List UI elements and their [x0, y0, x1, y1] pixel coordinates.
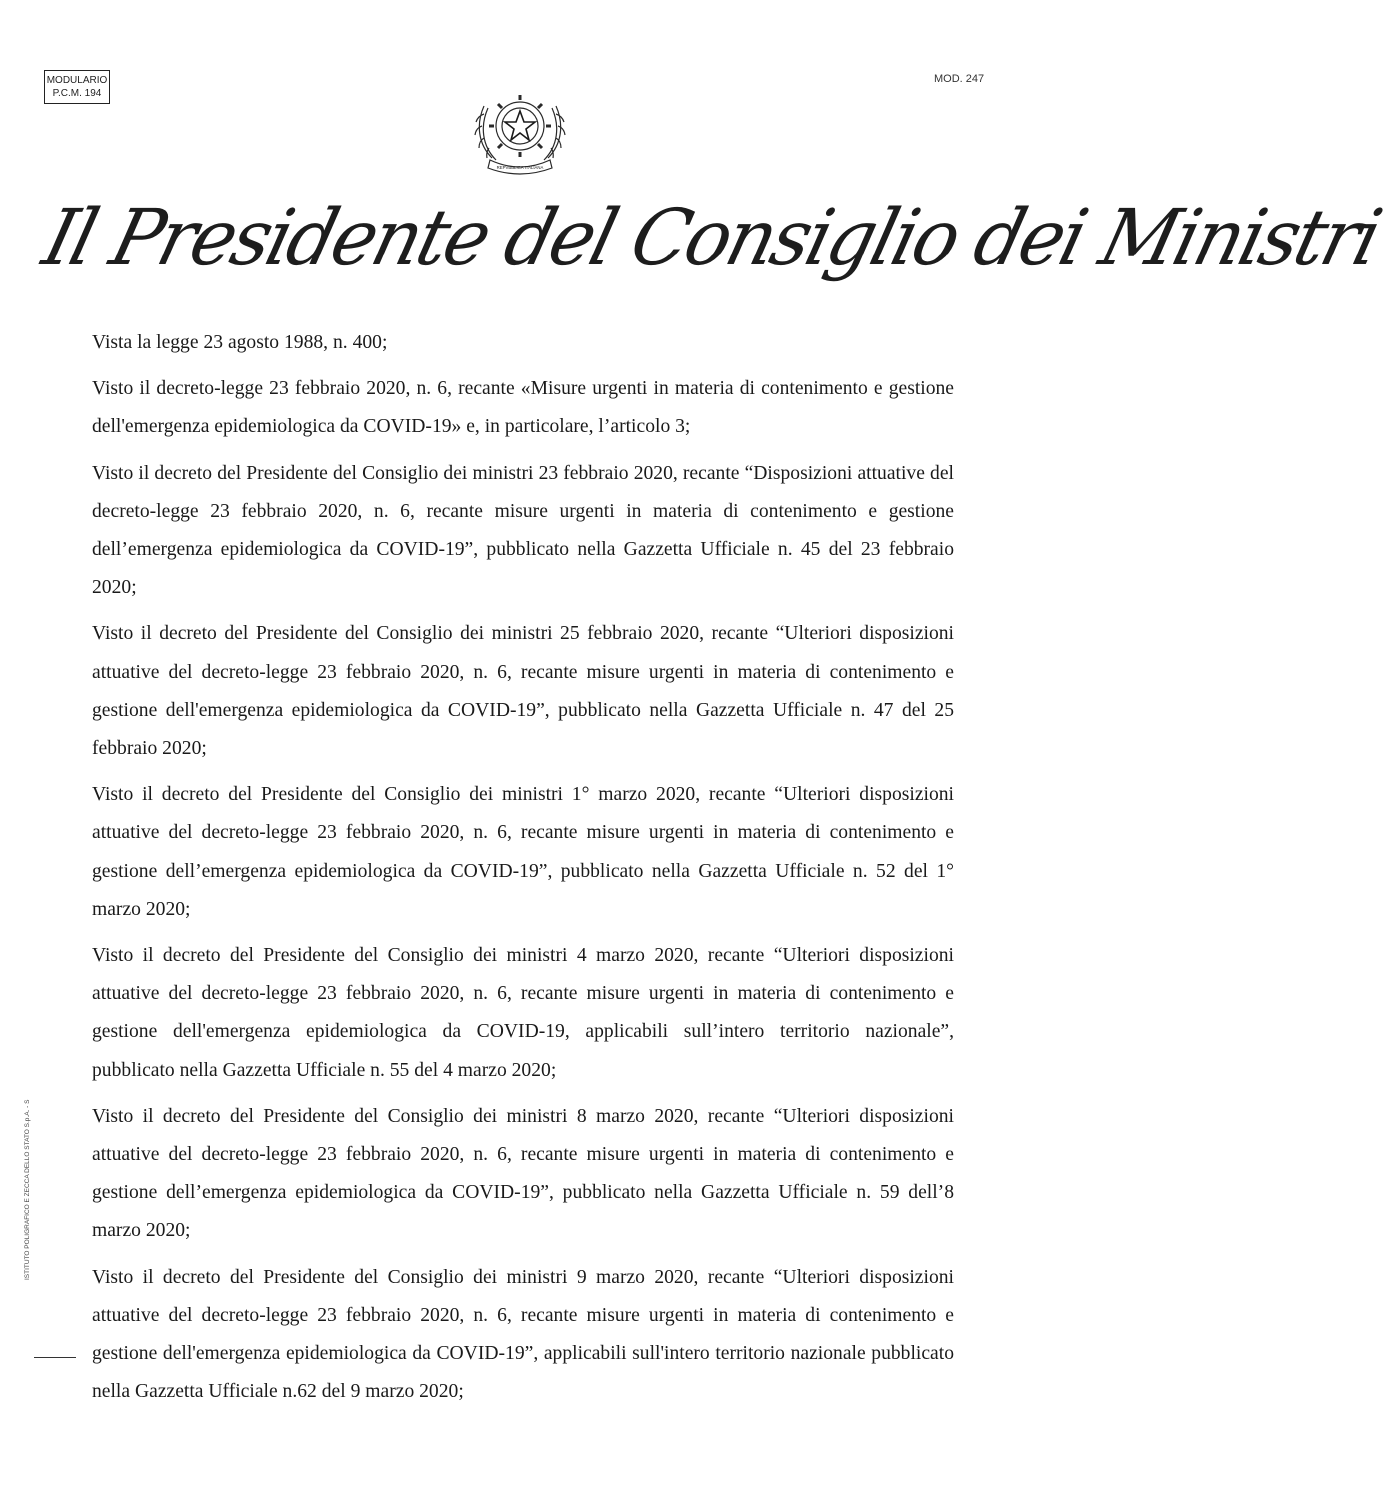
model-code: MOD. 247 [934, 73, 985, 85]
page-title: Il Presidente del Consiglio dei Ministri [34, 192, 1388, 284]
emblem-ribbon-text: REPVBBLICA ITALIANA [496, 165, 544, 170]
printer-imprint: ISTITUTO POLIGRAFICO E ZECCA DELLO STATO S.p.A. - S [24, 1099, 31, 1280]
italian-republic-emblem-icon [470, 80, 570, 176]
paragraph: Visto il decreto del Presidente del Consiglio dei ministri 8 marzo 2020, recante “Ulteriori disposizioni attuative del decreto-legge 23 febbraio 2020, n. 6, recante misure urgenti in materia di contenimento e gestione dell’emergenza epidemiologica da COVID-19”, pubblicato nella Gazzetta Ufficiale n. 59 dell’8 marzo 2020; [92, 1105, 954, 1242]
star-icon [505, 111, 535, 140]
paragraph: Vista la legge 23 agosto 1988, n. 400; [92, 332, 388, 353]
paragraph: Visto il decreto-legge 23 febbraio 2020, n. 6, recante «Misure urgenti in materia di contenimento e gestione dell'emergenza epidemiologica da COVID-19» e, in particolare, l’articolo 3; [92, 378, 954, 438]
paragraph: Visto il decreto del Presidente del Consiglio dei ministri 9 marzo 2020, recante “Ulteriori disposizioni attuative del decreto-legge 23 febbraio 2020, n. 6, recante misure urgenti in materia di contenimento e gestione dell'emergenza epidemiologica da COVID-19”, applicabili sull'intero territorio nazionale pubblicato nella Gazzetta Ufficiale n.62 del 9 marzo 2020; [92, 1266, 954, 1403]
paragraph: Visto il decreto del Presidente del Consiglio dei ministri 23 febbraio 2020, recante “Disposizioni attuative del decreto-legge 23 febbraio 2020, n. 6, recante misure urgenti in materia di contenimento e gestione dell’emergenza epidemiologica da COVID-19”, pubblicato nella Gazzetta Ufficiale n. 45 del 23 febbraio 2020; [92, 462, 954, 599]
modulario-code: P.C.M. 194 [52, 88, 102, 99]
modulario-label: MODULARIO [46, 75, 108, 86]
paragraph: Visto il decreto del Presidente del Consiglio dei ministri 1° marzo 2020, recante “Ulteriori disposizioni attuative del decreto-legge 23 febbraio 2020, n. 6, recante misure urgenti in materia di contenimento e gestione dell’emergenza epidemiologica da COVID-19”, pubblicato nella Gazzetta Ufficiale n. 52 del 1° marzo 2020; [92, 784, 954, 920]
decree-preamble [92, 324, 954, 1419]
modulario-box [44, 70, 110, 104]
fold-mark [34, 1357, 76, 1358]
paragraph: Visto il decreto del Presidente del Consiglio dei ministri 25 febbraio 2020, recante “Ulteriori disposizioni attuative del decreto-legge 23 febbraio 2020, n. 6, recante misure urgenti in materia di contenimento e gestione dell'emergenza epidemiologica da COVID-19”, pubblicato nella Gazzetta Ufficiale n. 47 del 25 febbraio 2020; [92, 623, 954, 760]
paragraph: Visto il decreto del Presidente del Consiglio dei ministri 4 marzo 2020, recante “Ulteriori disposizioni attuative del decreto-legge 23 febbraio 2020, n. 6, recante misure urgenti in materia di contenimento e gestione dell'emergenza epidemiologica da COVID-19, applicabili sull’intero territorio nazionale”, pubblicato nella Gazzetta Ufficiale n. 55 del 4 marzo 2020; [92, 945, 954, 1081]
